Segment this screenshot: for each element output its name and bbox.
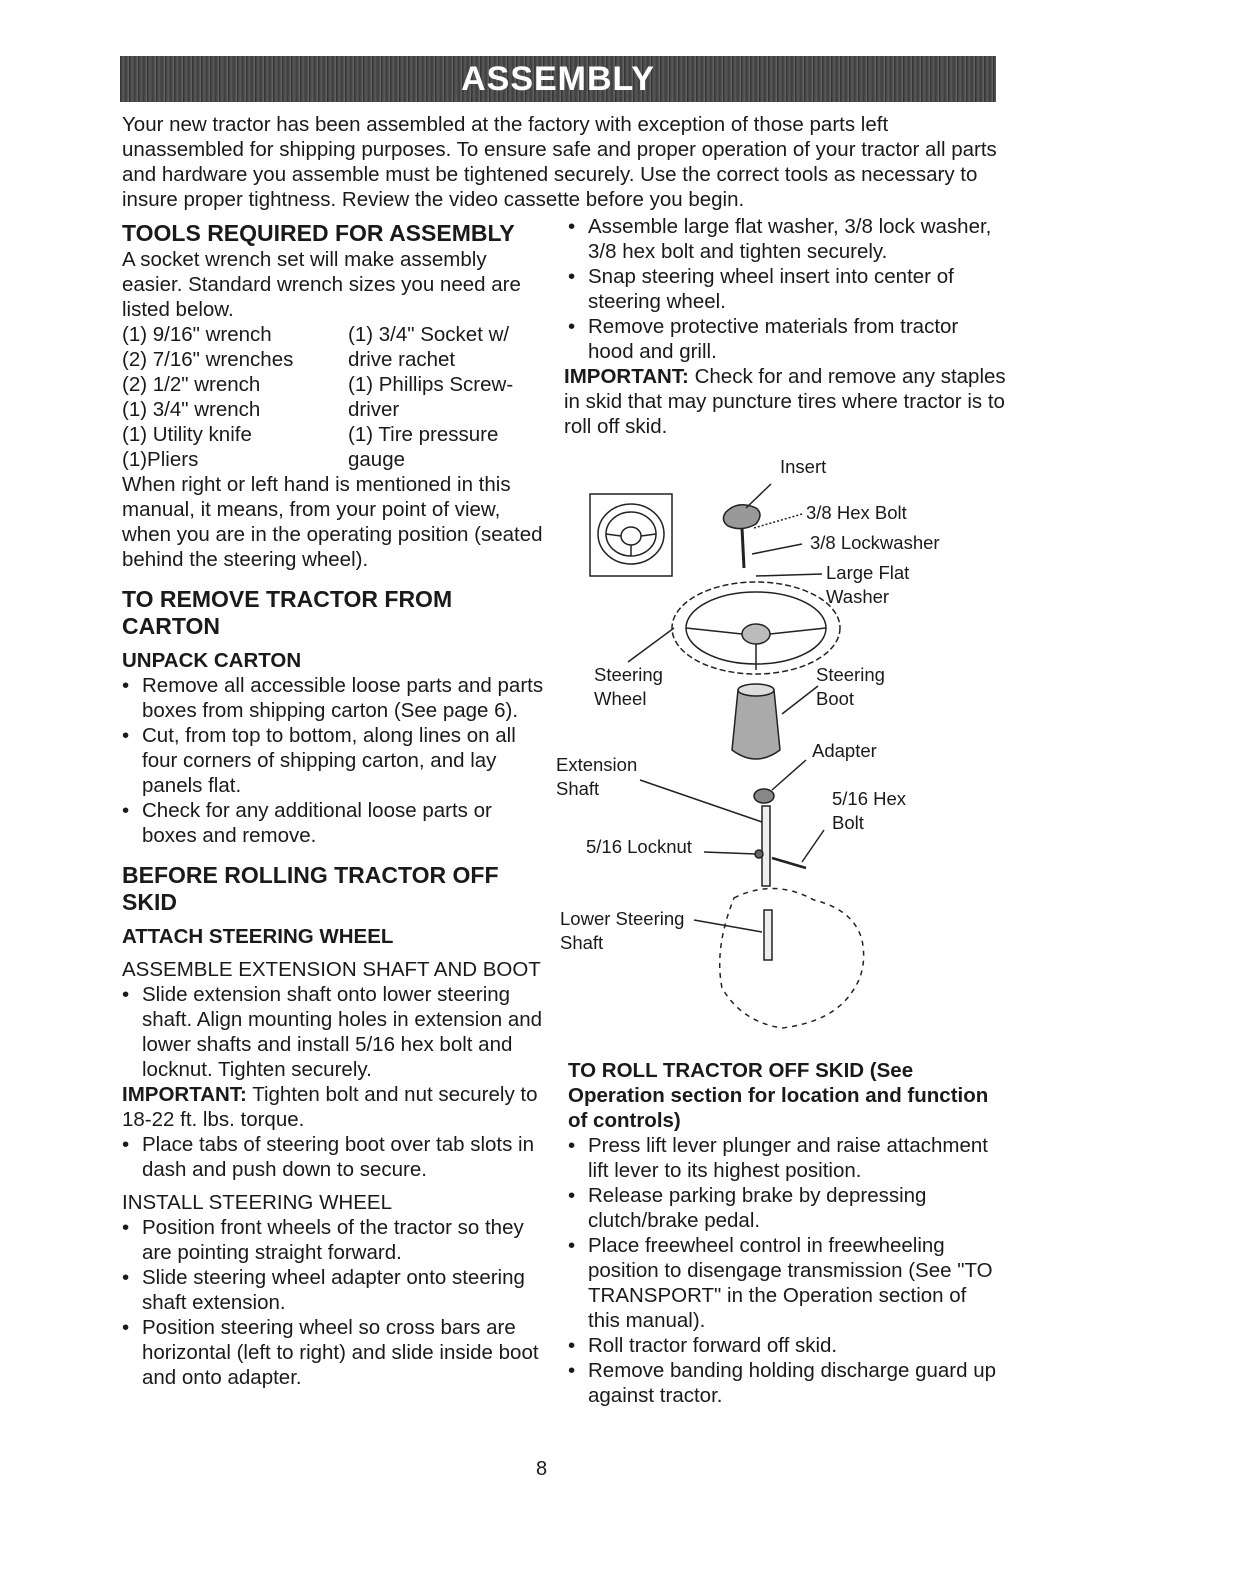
intro-paragraph: Your new tractor has been assembled at the factory with exception of those parts left unassembled for shipping purposes. To ensure safe and proper operation of your tractor all parts and hardware you assemble must be tightened securely. Use the correct tools as necessary to insure proper tightness. Review the video cassette before you begin. xyxy=(122,113,997,211)
adapter-label: Adapter xyxy=(812,740,877,761)
locknut-label: 5/16 Locknut xyxy=(586,836,692,857)
steering-boot-label: Steering xyxy=(816,664,885,685)
list-item: • Snap steering wheel insert into center of steering wheel. xyxy=(568,264,1008,314)
insert-part xyxy=(723,505,760,529)
install-list xyxy=(122,1215,552,1390)
install-wheel-subheading: INSTALL STEERING WHEEL xyxy=(122,1191,392,1214)
wheel-assembly-list xyxy=(568,214,1008,364)
extension-shaft-part xyxy=(762,806,770,886)
list-item: • Position steering wheel so cross bars are horizontal (left to right) and slide inside boot and onto adapter. xyxy=(122,1315,552,1390)
list-item: • Release parking brake by depressing clutch/brake pedal. xyxy=(568,1183,998,1233)
lower-steering-shaft-label: Lower Steering xyxy=(560,908,685,929)
tool-item: (1) Phillips Screw- xyxy=(348,373,514,396)
remove-heading: TO REMOVE TRACTOR FROM CARTON xyxy=(122,586,453,639)
tools-list xyxy=(122,322,552,472)
list-item: • Check for any additional loose parts or boxes and remove. xyxy=(122,798,552,848)
large-flat-label: Large Flat xyxy=(826,562,910,583)
extension-shaft-label-2: Shaft xyxy=(556,778,600,799)
list-item: • Remove all accessible loose parts and parts boxes from shipping carton (See page 6). xyxy=(122,673,552,723)
steering-assembly-diagram xyxy=(556,450,996,1030)
tools-heading: TOOLS REQUIRED FOR ASSEMBLY xyxy=(122,220,515,246)
tool-item: (1)Pliers xyxy=(122,448,199,471)
hex-bolt-516-label: 5/16 Hex xyxy=(832,788,907,809)
tool-item: (1) 3/4" wrench xyxy=(122,398,261,421)
steering-boot-label-2: Boot xyxy=(816,688,855,709)
unpack-subheading: UNPACK CARTON xyxy=(122,649,302,672)
unpack-list xyxy=(122,673,552,848)
important-text: Tighten bolt and nut securely to 18-22 ft. lbs. torque. xyxy=(122,1083,538,1131)
lockwasher-38-label: 3/8 Lockwasher xyxy=(810,532,940,553)
steering-wheel-label: Steering xyxy=(594,664,663,685)
left-column xyxy=(122,220,552,1390)
list-item: • Place tabs of steering boot over tab slots in dash and push down to secure. xyxy=(122,1132,552,1182)
insert-label: Insert xyxy=(780,456,827,477)
list-item: • Press lift lever plunger and raise attachment lift lever to its highest position. xyxy=(568,1133,998,1183)
important-note xyxy=(564,364,1008,439)
tool-item: driver xyxy=(348,398,400,421)
assemble-extension-subheading: ASSEMBLE EXTENSION SHAFT AND BOOT xyxy=(122,958,541,981)
boot-list xyxy=(122,1132,552,1182)
important-text: Check for and remove any staples in skid that may puncture tires where tractor is to roll off skid. xyxy=(564,365,1006,438)
important-label: IMPORTANT: xyxy=(564,365,689,388)
list-item: • Remove protective materials from tractor hood and grill. xyxy=(568,314,1008,364)
tool-item: (1) Tire pressure xyxy=(348,423,499,446)
tool-item: drive rachet xyxy=(348,348,456,371)
roll-off-section xyxy=(568,1058,998,1408)
roll-heading: TO ROLL TRACTOR OFF SKID (See Operation section for location and function of controls) xyxy=(568,1059,989,1132)
lower-shaft-part xyxy=(764,910,772,960)
list-item: • Slide extension shaft onto lower steering shaft. Align mounting holes in extension and lower shafts and install 5/16 hex bolt and locknut. Tighten securely. xyxy=(122,982,552,1082)
list-item: • Remove banding holding discharge guard up against tractor. xyxy=(568,1358,998,1408)
section-banner xyxy=(120,56,996,102)
hex-bolt-516-label-2: Bolt xyxy=(832,812,864,833)
washer-label: Washer xyxy=(826,586,890,607)
roll-list xyxy=(568,1133,998,1408)
tool-item: (2) 7/16" wrenches xyxy=(122,348,294,371)
right-column-top xyxy=(564,214,1008,439)
hex-bolt-38-label: 3/8 Hex Bolt xyxy=(806,502,907,523)
list-item: • Assemble large flat washer, 3/8 lock washer, 3/8 hex bolt and tighten securely. xyxy=(568,214,1008,264)
attach-subheading: ATTACH STEERING WHEEL xyxy=(122,925,394,948)
lower-steering-shaft-label-2: Shaft xyxy=(560,932,604,953)
tools-intro: A socket wrench set will make assembly easier. Standard wrench sizes you need are listed below. xyxy=(122,248,521,321)
list-item: • Place freewheel control in freewheeling position to disengage transmission (See "TO TRANSPORT" in the Operation section of this manual). xyxy=(568,1233,998,1333)
important-label: IMPORTANT: xyxy=(122,1083,247,1106)
handedness-note: When right or left hand is mentioned in this manual, it means, from your point of view, when you are in the operating position (seated behind the steering wheel). xyxy=(122,473,543,571)
tool-item: (1) 3/4" Socket w/ xyxy=(348,323,510,346)
before-heading: BEFORE ROLLING TRACTOR OFF SKID xyxy=(122,862,499,915)
locknut-part xyxy=(755,850,763,858)
tool-item: (1) Utility knife xyxy=(122,423,252,446)
page-number: 8 xyxy=(536,1458,548,1480)
tool-item: (1) 9/16" wrench xyxy=(122,323,272,346)
important-note xyxy=(122,1082,552,1132)
list-item: • Cut, from top to bottom, along lines on all four corners of shipping carton, and lay panels flat. xyxy=(122,723,552,798)
banner-title: ASSEMBLY xyxy=(461,59,655,98)
list-item: • Position front wheels of the tractor so they are pointing straight forward. xyxy=(122,1215,552,1265)
extension-shaft-label: Extension xyxy=(556,754,638,775)
tool-item: (2) 1/2" wrench xyxy=(122,373,261,396)
adapter-part xyxy=(754,789,774,803)
steering-wheel-label-2: Wheel xyxy=(594,688,647,709)
dash-outline-part xyxy=(720,888,864,1028)
extension-list xyxy=(122,982,552,1082)
tool-item: gauge xyxy=(348,448,406,471)
list-item: • Roll tractor forward off skid. xyxy=(568,1333,998,1358)
list-item: • Slide steering wheel adapter onto steering shaft extension. xyxy=(122,1265,552,1315)
